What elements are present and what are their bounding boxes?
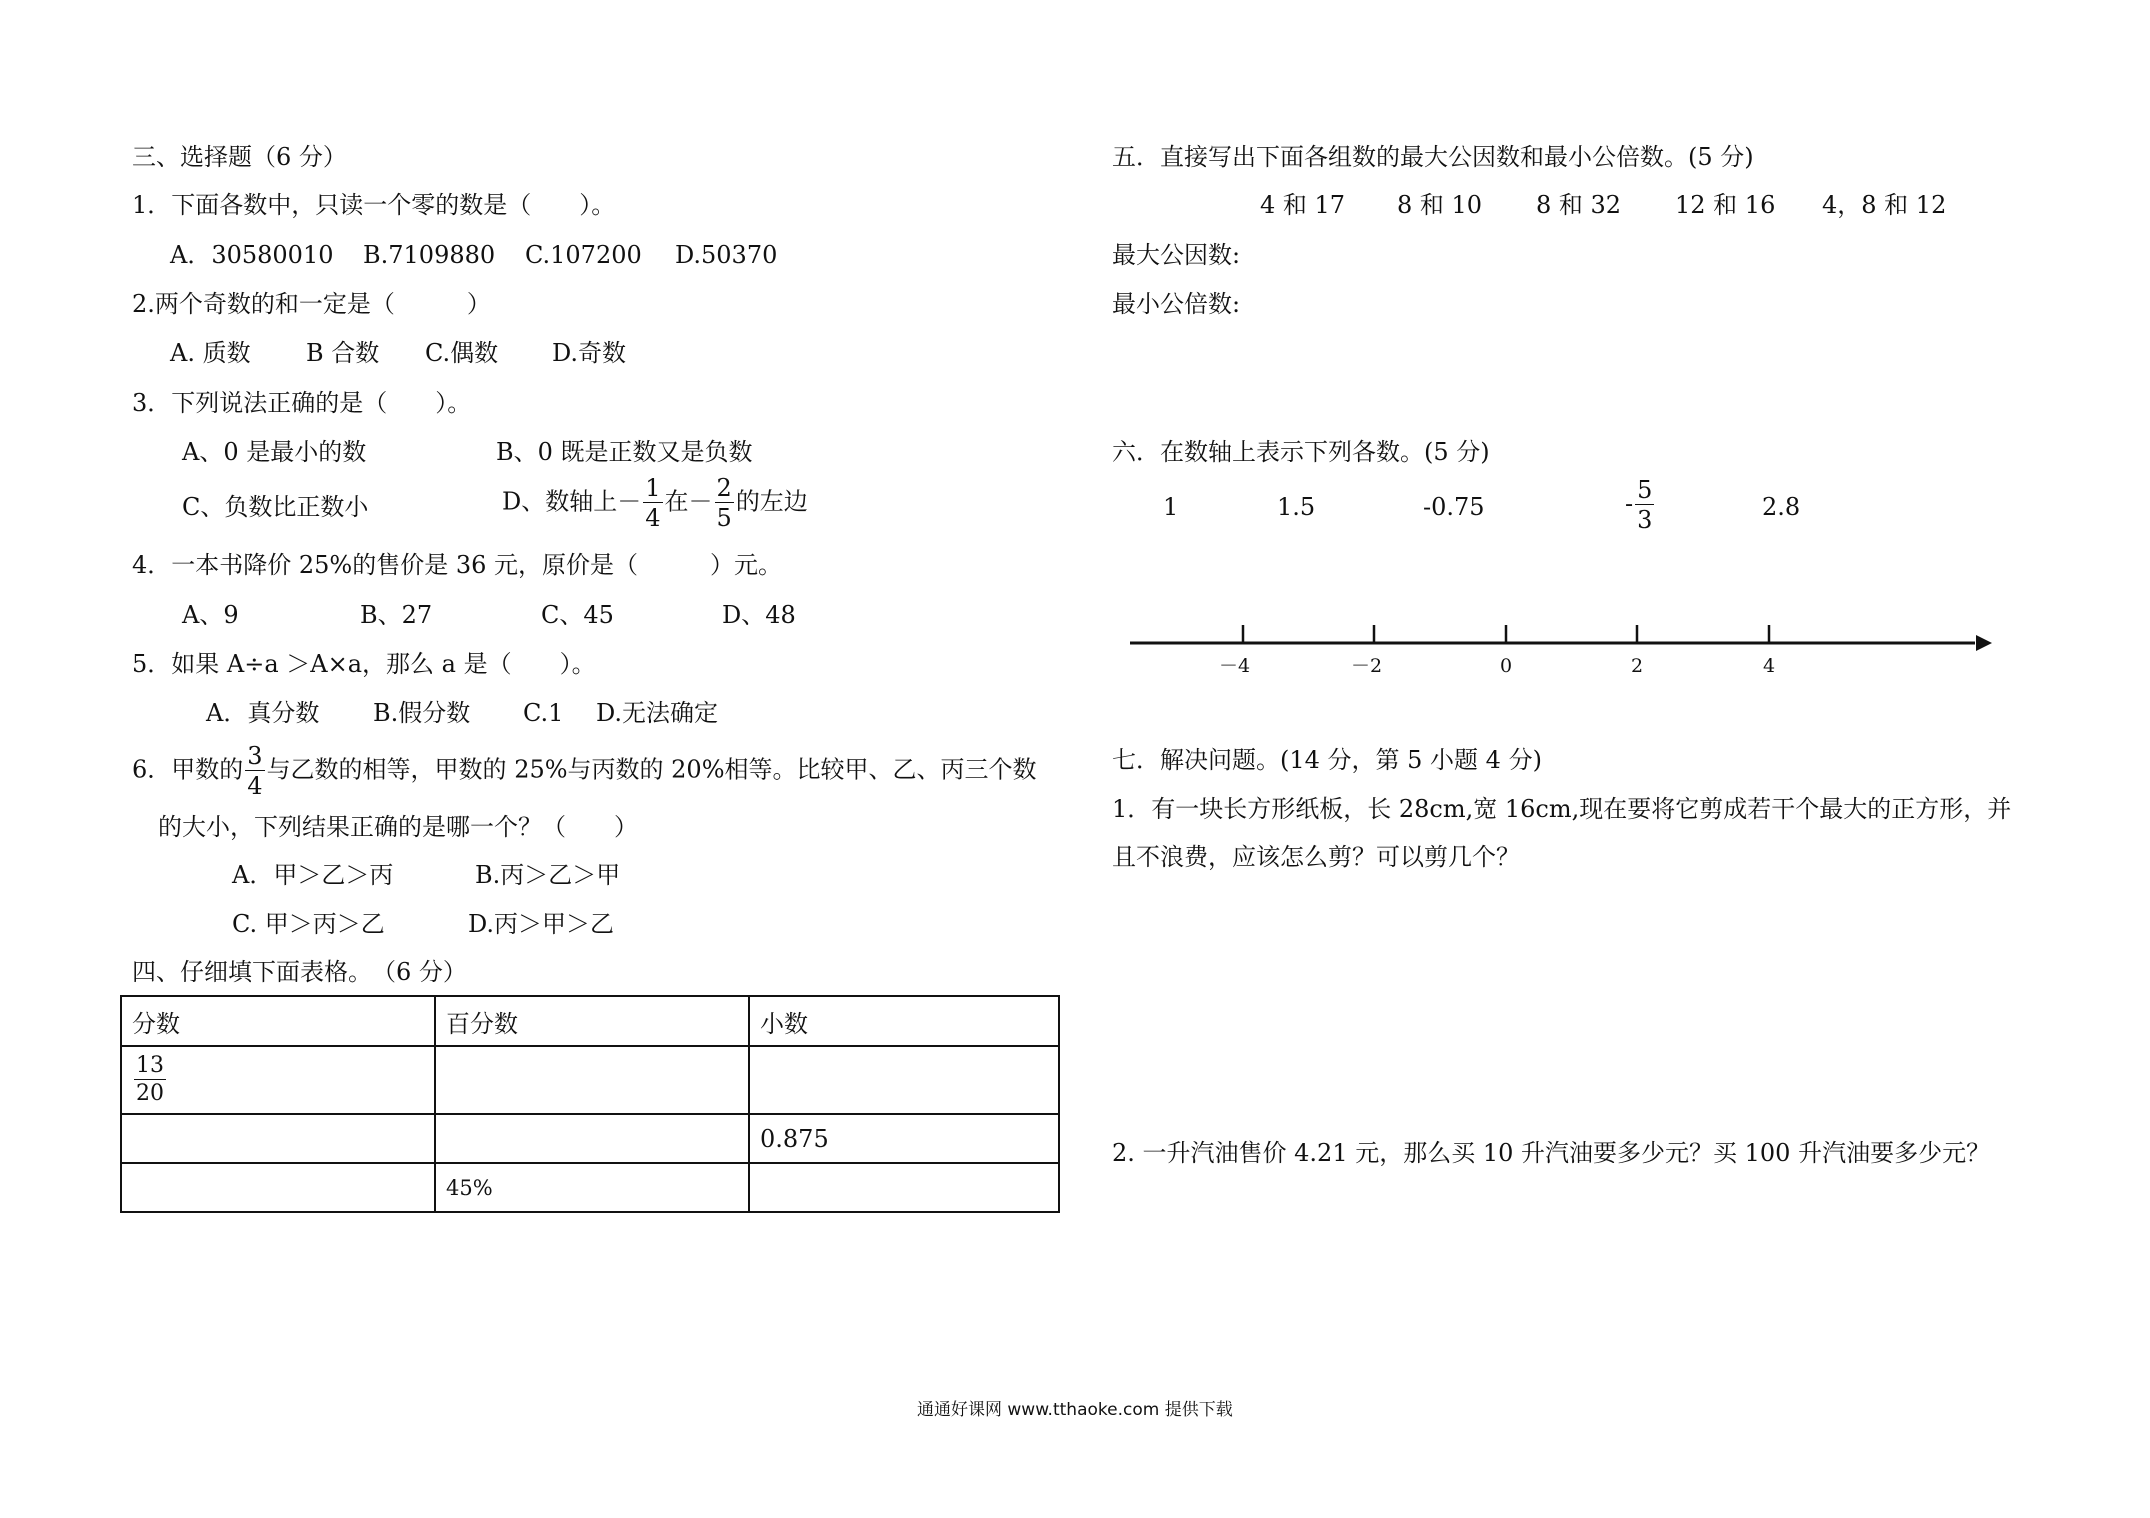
gcf-label: 最大公因数:	[1112, 241, 1241, 269]
header-decimal: 小数	[749, 996, 1059, 1046]
q3-text: 3．下列说法正确的是（ ）。	[132, 389, 472, 417]
tick-label-0: 0	[1500, 655, 1513, 677]
cell-empty[interactable]	[749, 1163, 1059, 1212]
q3-option-c: C、负数比正数小	[182, 493, 369, 521]
q6-option-d: D.丙＞甲＞乙	[468, 910, 615, 938]
gcd-group-4: 12 和 16	[1675, 191, 1776, 219]
number-line	[1120, 615, 2010, 685]
problem-1-line2: 且不浪费，应该怎么剪？可以剪几个？	[1112, 843, 1520, 871]
cell-fraction-13-20[interactable]	[121, 1046, 435, 1114]
tick-label-neg-4: －4	[1219, 655, 1251, 677]
number-neg-0-75: -0.75	[1423, 493, 1485, 521]
q5-option-a: A．真分数	[206, 699, 320, 727]
q4-text: 4．一本书降价 25%的售价是 36 元，原价是（ ）元。	[132, 551, 783, 579]
cell-decimal-0875: 0.875	[749, 1114, 1059, 1163]
cell-empty[interactable]	[121, 1163, 435, 1212]
section-3-title: 三、选择题（6 分）	[132, 143, 347, 171]
lcm-label: 最小公倍数:	[1112, 290, 1241, 318]
number-1-5: 1.5	[1277, 493, 1316, 521]
gcd-group-1: 4 和 17	[1260, 191, 1346, 219]
cell-empty[interactable]	[435, 1046, 749, 1114]
q2-option-b: B 合数	[306, 339, 380, 367]
cell-empty[interactable]	[121, 1114, 435, 1163]
section-7-title: 七．解决问题。(14 分，第 5 小题 4 分)	[1112, 746, 1542, 774]
q1-option-c: C.107200	[525, 241, 642, 269]
cell-percent-45: 45%	[435, 1163, 749, 1212]
q2-option-a: A. 质数	[170, 339, 251, 367]
header-fraction: 分数	[121, 996, 435, 1046]
q1-option-b: B.7109880	[363, 241, 496, 269]
q3-option-a: A、0 是最小的数	[182, 438, 367, 466]
tick-label-neg-2: －2	[1351, 655, 1383, 677]
header-percent: 百分数	[435, 996, 749, 1046]
q2-option-c: C.偶数	[425, 339, 499, 367]
q4-option-d: D、48	[722, 601, 796, 629]
number-line-arrow	[1976, 635, 1992, 651]
fraction-13-20: $\frac{13}{20}$	[136, 1053, 164, 1106]
q1-option-a: A．30580010	[170, 241, 334, 269]
number-neg-5-3: - $\frac{5}{3}$	[1625, 476, 1653, 534]
section-6-title: 六．在数轴上表示下列各数。(5 分)	[1112, 438, 1490, 466]
tick-label-4: 4	[1763, 655, 1776, 677]
q6-fraction-three-quarters: $\frac{3}{4}$	[247, 742, 263, 800]
q2-option-d: D.奇数	[552, 339, 627, 367]
footer-source: 通通好课网 www.tthaoke.com 提供下载	[917, 1400, 1233, 1420]
table-row	[121, 1163, 1059, 1212]
q5-option-b: B.假分数	[373, 699, 471, 727]
q4-option-a: A、9	[182, 601, 239, 629]
number-2-8: 2.8	[1762, 493, 1801, 521]
section-5-title: 五．直接写出下面各组数的最大公因数和最小公倍数。(5 分)	[1112, 143, 1754, 171]
section-4-title: 四、仔细填下面表格。 （6 分）	[132, 958, 467, 986]
q3-option-b: B、0 既是正数又是负数	[496, 438, 753, 466]
q6-option-c: C. 甲＞丙＞乙	[232, 910, 385, 938]
cell-empty[interactable]	[749, 1046, 1059, 1114]
q4-option-c: C、45	[541, 601, 614, 629]
q6-option-a: A．甲＞乙＞丙	[232, 861, 394, 889]
q3-option-d: D、数轴上－ $\frac{1}{4}$ 在－ $\frac{2}{5}$ 的左边	[502, 474, 808, 532]
table-row	[121, 1114, 1059, 1163]
number-1: 1	[1163, 493, 1179, 521]
q3-fraction-one-quarter: $\frac{1}{4}$	[645, 474, 661, 532]
q3-fraction-two-fifths: $\frac{2}{5}$	[716, 474, 732, 532]
q4-option-b: B、27	[360, 601, 433, 629]
gcd-group-2: 8 和 10	[1397, 191, 1483, 219]
q5-text: 5．如果 A÷a ＞A×a，那么 a 是（ ）。	[132, 650, 596, 678]
fraction-5-3: $\frac{5}{3}$	[1637, 476, 1653, 534]
table-header-row	[121, 996, 1059, 1046]
q6-text-line2: 的大小，下列结果正确的是哪一个？（ ）	[158, 813, 638, 841]
q6-option-b: B.丙＞乙＞甲	[475, 861, 621, 889]
q5-option-d: D.无法确定	[596, 699, 719, 727]
q2-text: 2.两个奇数的和一定是（ ）	[132, 290, 491, 318]
tick-label-2: 2	[1631, 655, 1644, 677]
q1-text: 1．下面各数中，只读一个零的数是（ ）。	[132, 191, 616, 219]
q6-text: 6．甲数的 $\frac{3}{4}$ 与乙数的相等，甲数的 25%与丙数的 20%相等。比较甲、乙、丙三个数	[132, 742, 1037, 800]
gcd-group-3: 8 和 32	[1536, 191, 1622, 219]
problem-1-line1: 1．有一块长方形纸板，长 28cm,宽 16cm,现在要将它剪成若干个最大的正方形，并	[1112, 795, 2012, 823]
gcd-group-5: 4，8 和 12	[1822, 191, 1947, 219]
problem-2: 2. 一升汽油售价 4.21 元，那么买 10 升汽油要多少元？买 100 升汽油要多少元？	[1112, 1139, 1991, 1167]
q1-option-d: D.50370	[675, 241, 778, 269]
conversion-table	[120, 995, 1060, 1213]
q5-option-c: C.1	[523, 699, 564, 727]
cell-empty[interactable]	[435, 1114, 749, 1163]
table-row	[121, 1046, 1059, 1114]
